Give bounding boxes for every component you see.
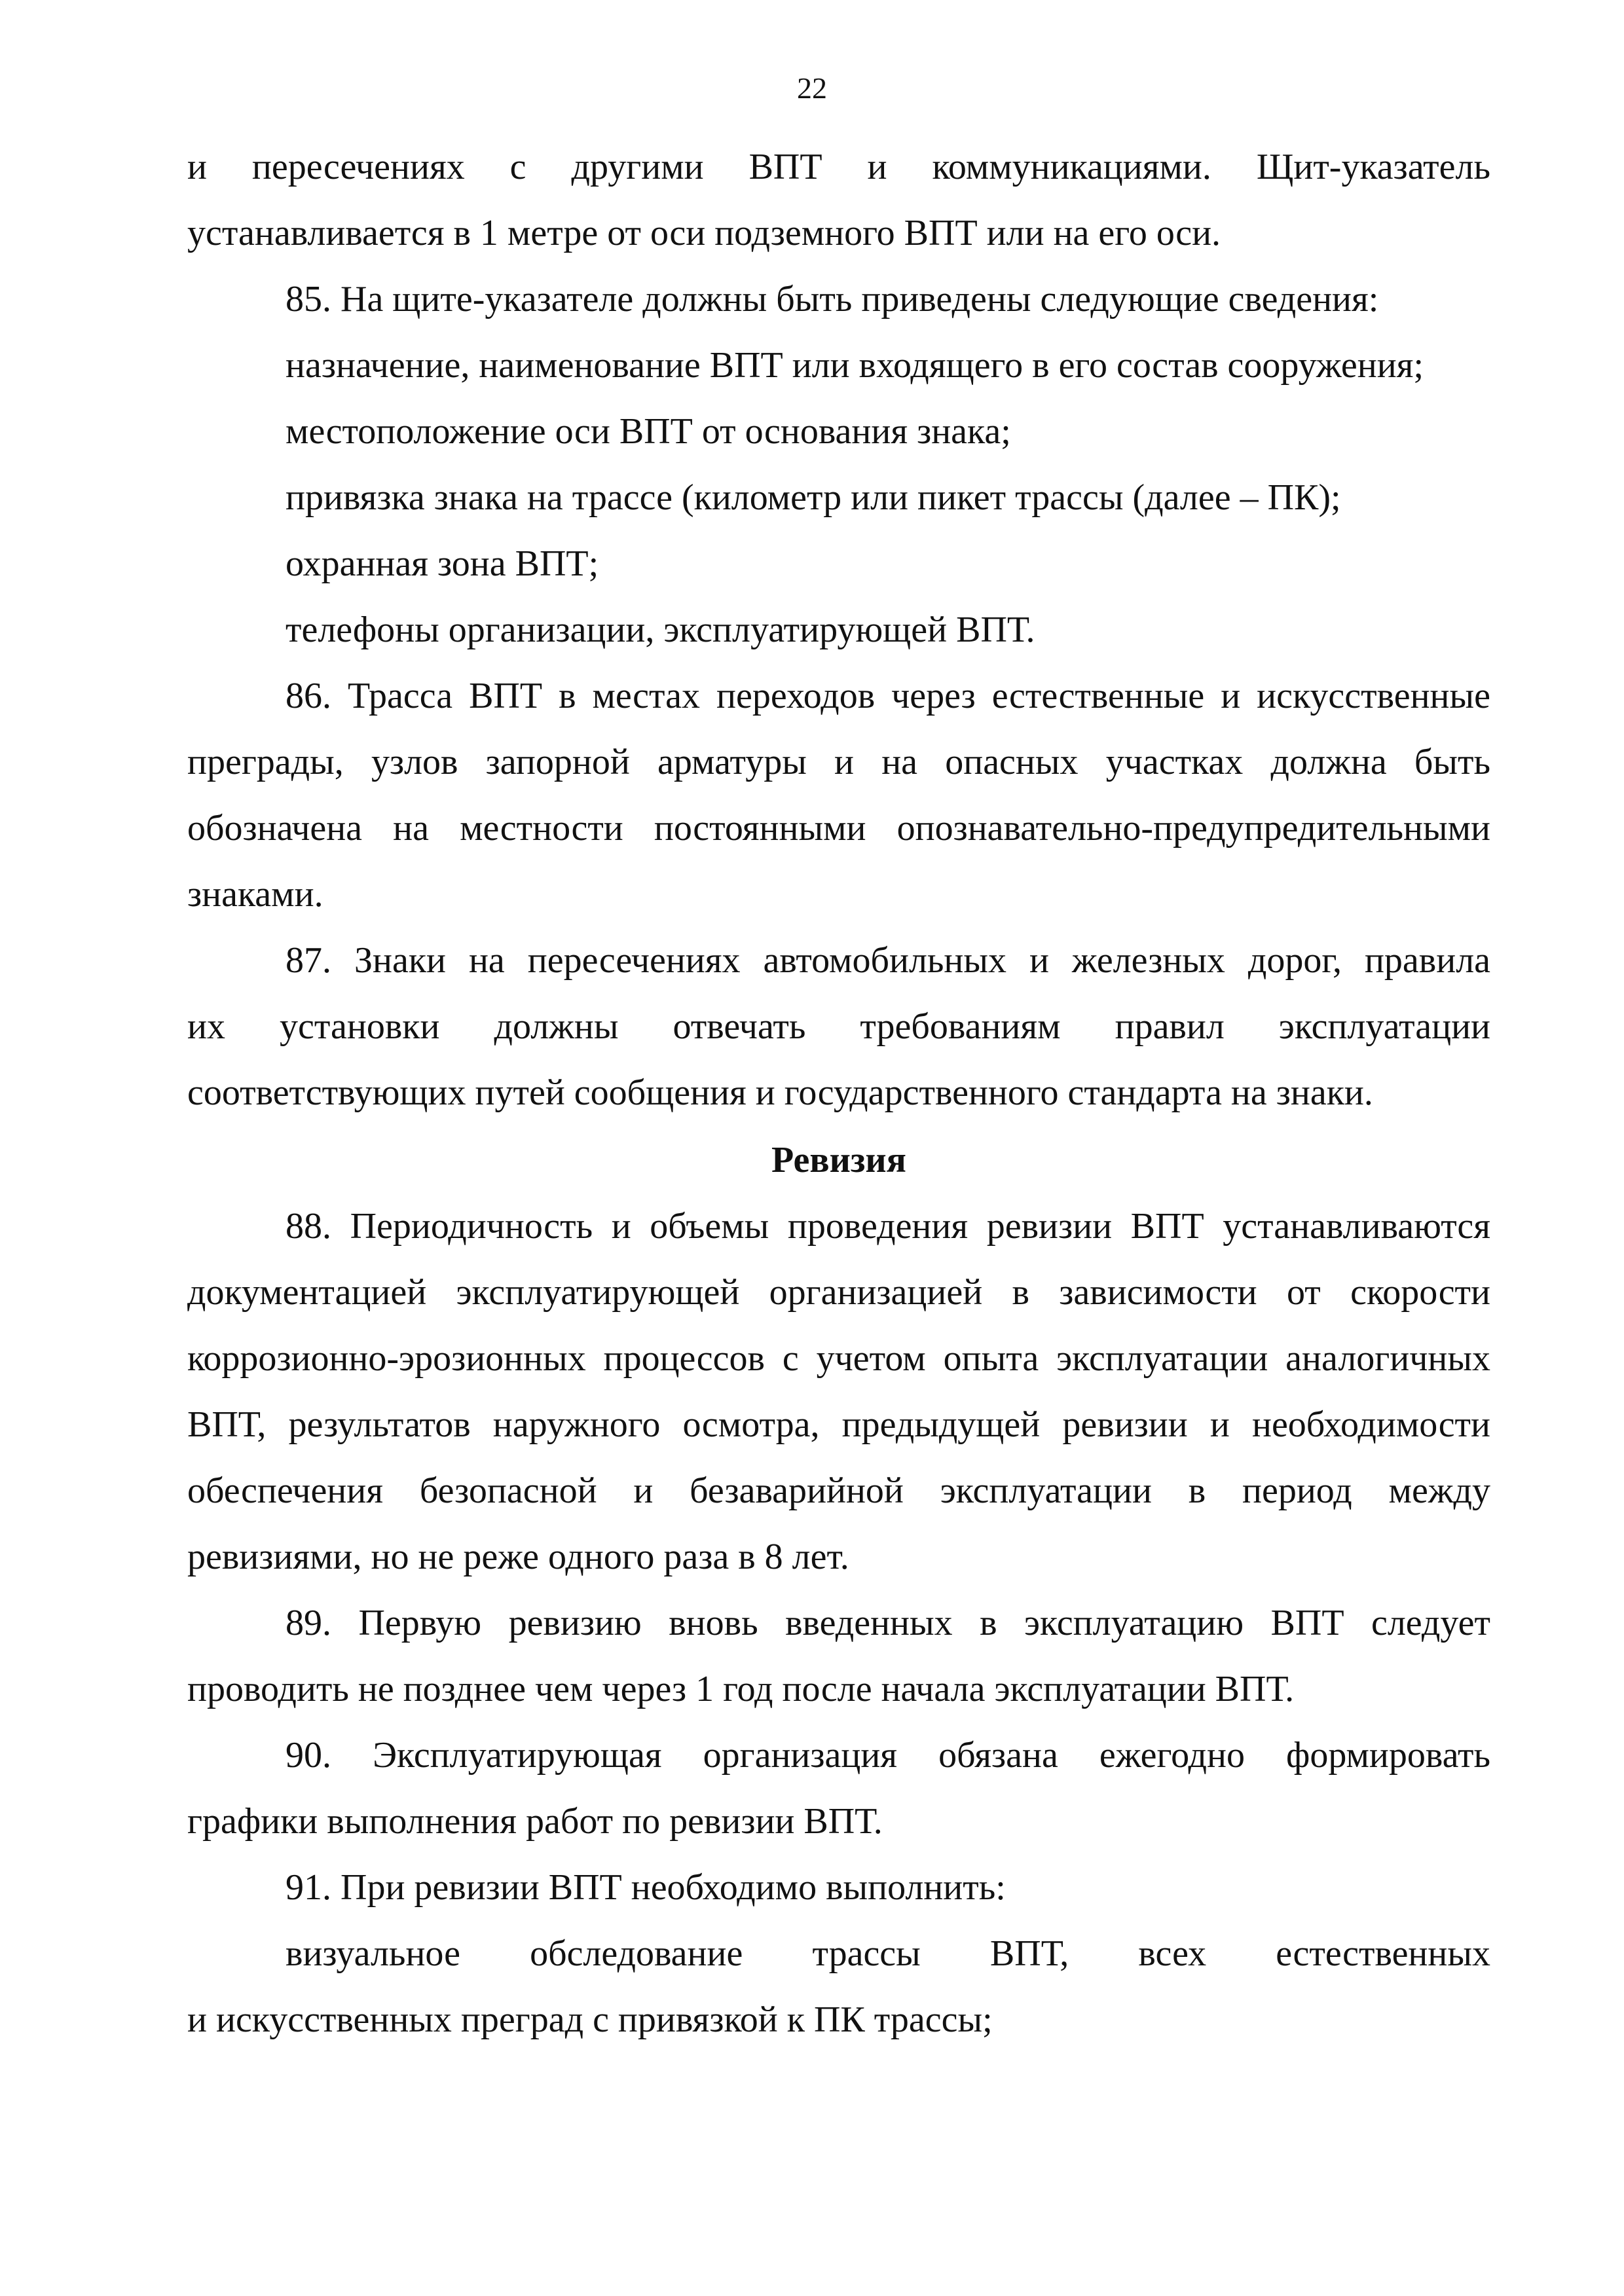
text-line: обозначена на местности постоянными опознавательно-предупредительными	[187, 808, 1490, 848]
text-line: преграды, узлов запорной арматуры и на опасных участках должна быть	[187, 742, 1490, 782]
text-line: 88. Периодичность и объемы проведения ревизии ВПТ устанавливаются	[286, 1206, 1490, 1247]
paragraph-91	[187, 1855, 1490, 2053]
text-line: знаками.	[187, 874, 323, 915]
paragraph-87	[187, 928, 1490, 1126]
text-line: соответствующих путей сообщения и государственного стандарта на знаки.	[187, 1072, 1373, 1113]
list-item: местоположение оси ВПТ от основания знака;	[286, 411, 1011, 452]
paragraph-89	[187, 1590, 1490, 1722]
text-line: проводить не позднее чем через 1 год после начала эксплуатации ВПТ.	[187, 1669, 1295, 1709]
text-line: 90. Эксплуатирующая организация обязана ежегодно формировать	[286, 1735, 1490, 1776]
list-item-line: визуальное обследование трассы ВПТ, всех естественных	[286, 1933, 1490, 1974]
text-line: коррозионно-эрозионных процессов с учетом опыта эксплуатации аналогичных	[187, 1338, 1490, 1379]
list-item: телефоны организации, эксплуатирующей ВПТ.	[286, 610, 1035, 650]
paragraph-85	[187, 266, 1490, 663]
text-line: 87. Знаки на пересечениях автомобильных и железных дорог, правила	[286, 940, 1490, 981]
list-item: охранная зона ВПТ;	[286, 543, 599, 584]
text-line: документацией эксплуатирующей организацией в зависимости от скорости	[187, 1272, 1490, 1313]
text-line: 89. Первую ревизию вновь введенных в эксплуатацию ВПТ следует	[286, 1603, 1490, 1643]
text-line: ревизиями, но не реже одного раза в 8 лет.	[187, 1537, 849, 1577]
text-line: 86. Трасса ВПТ в местах переходов через естественные и искусственные	[286, 676, 1490, 716]
page-number: 22	[797, 71, 827, 105]
paragraph-88	[187, 1194, 1490, 1590]
list-item-line: и искусственных преград с привязкой к ПК трассы;	[187, 1999, 993, 2040]
section-heading: Ревизия	[771, 1140, 906, 1180]
paragraph-intro: 91. При ревизии ВПТ необходимо выполнить:	[286, 1867, 1006, 1908]
text-line: графики выполнения работ по ревизии ВПТ.	[187, 1801, 883, 1842]
text-line: устанавливается в 1 метре от оси подземного ВПТ или на его оси.	[187, 213, 1221, 253]
text-line: их установки должны отвечать требованиям правил эксплуатации	[187, 1006, 1490, 1047]
paragraph-84-continuation	[187, 134, 1490, 266]
text-line: обеспечения безопасной и безаварийной эксплуатации в период между	[187, 1470, 1490, 1511]
text-line: ВПТ, результатов наружного осмотра, предыдущей ревизии и необходимости	[187, 1404, 1490, 1445]
list-item: назначение, наименование ВПТ или входящего в его состав сооружения;	[286, 345, 1424, 386]
paragraph-86	[187, 663, 1490, 928]
list-item: привязка знака на трассе (километр или пикет трассы (далее – ПК);	[286, 477, 1341, 518]
document-body	[187, 134, 1490, 2053]
text-line: и пересечениях с другими ВПТ и коммуникациями. Щит-указатель	[187, 147, 1490, 187]
paragraph-90	[187, 1722, 1490, 1855]
paragraph-intro: 85. На щите-указателе должны быть приведены следующие сведения:	[286, 279, 1379, 319]
